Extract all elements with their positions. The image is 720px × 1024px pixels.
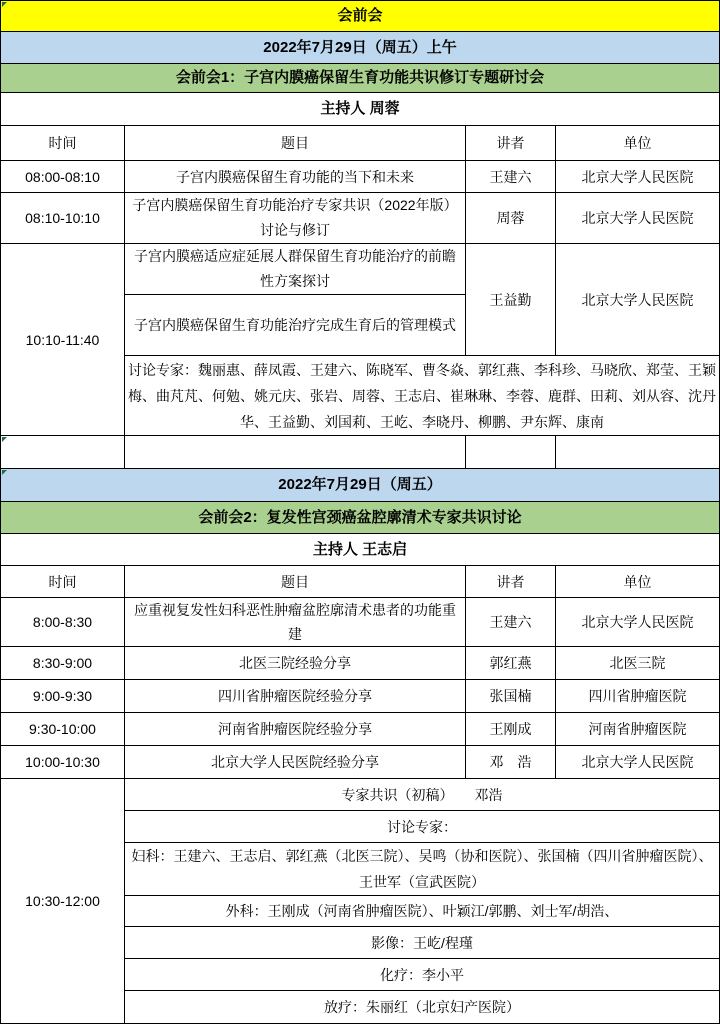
table-row xyxy=(1,647,720,680)
speaker-cell: 王益勤 xyxy=(466,244,556,356)
column-header-topic: 题目 xyxy=(125,126,466,161)
section2-session-row xyxy=(1,502,720,534)
gynecology-experts-cell: 妇科：王建六、王志启、郭红燕（北医三院）、吴鸣（协和医院）、张国楠（四川省肿瘤医院）、王世军（宣武医院） xyxy=(125,843,720,896)
topic-cell: 子宫内膜癌适应症延展人群保留生育功能治疗的前瞻性方案探讨 xyxy=(125,244,466,295)
section2-date-cell xyxy=(1,469,720,502)
table-row xyxy=(1,193,720,244)
time-cell: 10:10-11:40 xyxy=(1,244,125,436)
topic-cell: 子宫内膜癌保留生育功能的当下和未来 xyxy=(125,161,466,193)
column-header-time: 时间 xyxy=(1,566,125,598)
section2-session-title: 会前会2：复发性宫颈癌盆腔廓清术专家共识讨论 xyxy=(1,502,720,534)
topic-cell: 北京大学人民医院经验分享 xyxy=(125,746,466,779)
column-header-speaker: 讲者 xyxy=(466,126,556,161)
imaging-experts-cell: 影像：王屹/程瑾 xyxy=(125,927,720,959)
speaker-cell: 王建六 xyxy=(466,161,556,193)
section1-date: 2022年7月29日（周五）上午 xyxy=(1,32,720,64)
column-header-topic: 题目 xyxy=(125,566,466,598)
section1-session-title: 会前会1：子宫内膜癌保留生育功能共识修订专题研讨会 xyxy=(1,64,720,93)
chemotherapy-experts-cell: 化疗：李小平 xyxy=(125,959,720,991)
time-cell: 08:00-08:10 xyxy=(1,161,125,193)
unit-cell: 四川省肿瘤医院 xyxy=(556,680,720,713)
radiotherapy-experts-cell: 放疗：朱丽红（北京妇产医院） xyxy=(125,991,720,1024)
column-header-unit: 单位 xyxy=(556,126,720,161)
empty-row xyxy=(1,436,720,469)
section1-session-row xyxy=(1,64,720,93)
table-title-row xyxy=(1,1,720,32)
time-cell: 08:10-10:10 xyxy=(1,193,125,244)
excel-error-triangle-icon xyxy=(2,470,7,475)
topic-cell: 子宫内膜癌保留生育功能治疗专家共识（2022年版）讨论与修订 xyxy=(125,193,466,244)
speaker-cell: 王刚成 xyxy=(466,713,556,746)
section2-header-row xyxy=(1,566,720,598)
discussion-experts-label-cell: 讨论专家： xyxy=(125,811,720,843)
section1-host: 主持人 周蓉 xyxy=(1,93,720,126)
unit-cell: 北京大学人民医院 xyxy=(556,244,720,356)
empty-unit-cell xyxy=(556,436,720,469)
topic-cell: 子宫内膜癌保留生育功能治疗完成生育后的管理模式 xyxy=(125,295,466,356)
column-header-unit: 单位 xyxy=(556,566,720,598)
discussion-experts-cell: 讨论专家：魏丽惠、薛凤霞、王建六、陈晓军、曹冬焱、郭红燕、李科珍、马晓欣、郑莹、王颖梅、曲芃芃、何勉、姚元庆、张岩、周蓉、王志启、崔琳琳、李蓉、鹿群、田莉、刘从容、沈丹华、王益勤、刘国莉、王屹、李晓丹、柳鹏、尹东辉、康南 xyxy=(125,356,720,436)
table-title-cell xyxy=(1,1,720,32)
table-row xyxy=(1,713,720,746)
table-title: 会前会 xyxy=(337,7,383,24)
table-row xyxy=(1,746,720,779)
unit-cell: 北京大学人民医院 xyxy=(556,161,720,193)
speaker-cell: 张国楠 xyxy=(466,680,556,713)
unit-cell: 河南省肿瘤医院 xyxy=(556,713,720,746)
table-row xyxy=(1,779,720,811)
speaker-cell: 周蓉 xyxy=(466,193,556,244)
excel-error-triangle-icon xyxy=(2,437,7,442)
table-row xyxy=(1,244,720,295)
column-header-time: 时间 xyxy=(1,126,125,161)
consensus-draft-cell: 专家共识（初稿） 邓浩 xyxy=(125,779,720,811)
section1-date-row xyxy=(1,32,720,64)
unit-cell: 北医三院 xyxy=(556,647,720,680)
unit-cell: 北京大学人民医院 xyxy=(556,598,720,647)
empty-time-cell xyxy=(1,436,125,469)
table-row xyxy=(1,161,720,193)
column-header-speaker: 讲者 xyxy=(466,566,556,598)
speaker-cell: 王建六 xyxy=(466,598,556,647)
time-cell: 8:00-8:30 xyxy=(1,598,125,647)
unit-cell: 北京大学人民医院 xyxy=(556,746,720,779)
time-cell: 8:30-9:00 xyxy=(1,647,125,680)
time-cell: 10:30-12:00 xyxy=(1,779,125,1024)
speaker-cell: 郭红燕 xyxy=(466,647,556,680)
section2-date-row xyxy=(1,469,720,502)
excel-error-triangle-icon xyxy=(2,2,7,7)
time-cell: 9:00-9:30 xyxy=(1,680,125,713)
topic-cell: 河南省肿瘤医院经验分享 xyxy=(125,713,466,746)
topic-cell: 应重视复发性妇科恶性肿瘤盆腔廓清术患者的功能重建 xyxy=(125,598,466,647)
table-row xyxy=(1,598,720,647)
time-cell: 9:30-10:00 xyxy=(1,713,125,746)
empty-topic-cell xyxy=(125,436,466,469)
time-cell: 10:00-10:30 xyxy=(1,746,125,779)
section2-host: 主持人 王志启 xyxy=(1,534,720,566)
unit-cell: 北京大学人民医院 xyxy=(556,193,720,244)
section2-date: 2022年7月29日（周五） xyxy=(278,476,442,493)
topic-cell: 北医三院经验分享 xyxy=(125,647,466,680)
section1-host-row xyxy=(1,93,720,126)
table-row xyxy=(1,680,720,713)
section2-host-row xyxy=(1,534,720,566)
speaker-cell: 邓 浩 xyxy=(466,746,556,779)
empty-speaker-cell xyxy=(466,436,556,469)
surgery-experts-cell: 外科：王刚成（河南省肿瘤医院）、叶颖江/郭鹏、刘士军/胡浩、 xyxy=(125,896,720,927)
section1-header-row xyxy=(1,126,720,161)
topic-cell: 四川省肿瘤医院经验分享 xyxy=(125,680,466,713)
